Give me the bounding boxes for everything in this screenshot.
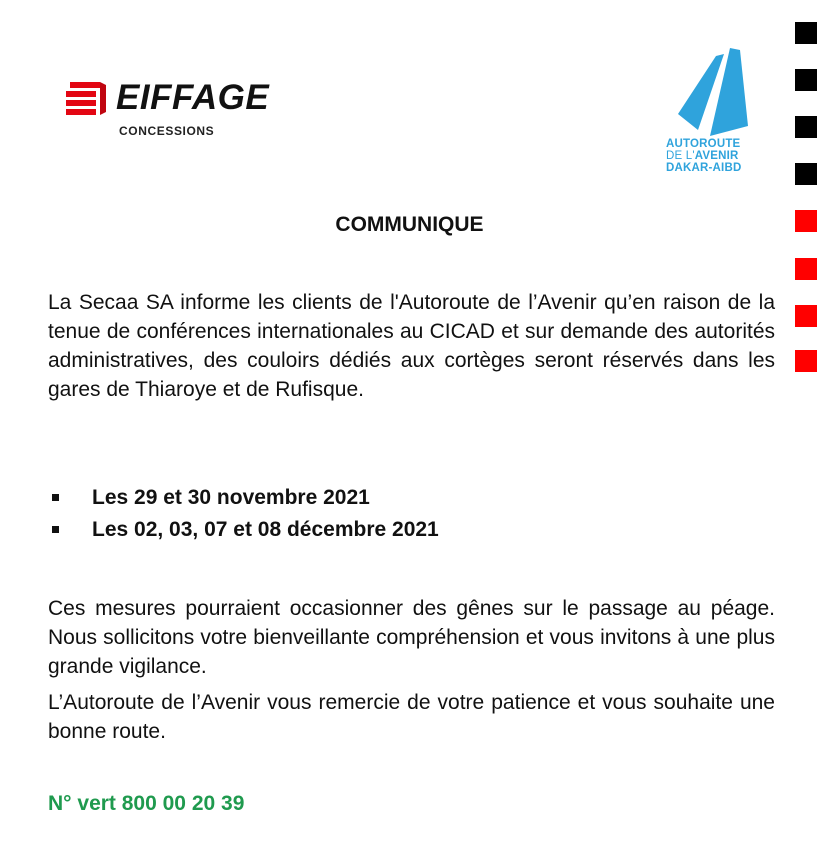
dates-list	[48, 482, 439, 546]
road-sail-icon	[668, 48, 760, 136]
red-square-decoration	[795, 258, 817, 280]
square-bullet-icon	[52, 526, 59, 533]
black-square-decoration	[795, 163, 817, 185]
closing-paragraph: L’Autoroute de l’Avenir vous remercie de votre patience et vous souhaite une bonne route.	[48, 691, 775, 743]
autoroute-line3: DAKAR-AIBD	[666, 162, 742, 174]
black-square-decoration	[795, 69, 817, 91]
toll-free-number: N° vert 800 00 20 39	[48, 792, 245, 815]
black-square-decoration	[795, 116, 817, 138]
square-bullet-icon	[52, 494, 59, 501]
autoroute-avenir-logo	[664, 48, 764, 188]
date-item: Les 29 et 30 novembre 2021	[48, 482, 439, 514]
notice-paragraph: Ces mesures pourraient occasionner des gênes sur le passage au péage. Nous sollicitons votre bienveillante compréhension et vous invitons à une plus grande vigilance.	[48, 597, 775, 678]
autoroute-line2: DE L'AVENIR	[666, 150, 739, 162]
eiffage-brand-name: EIFFAGE	[116, 78, 270, 117]
intro-paragraph: La Secaa SA informe les clients de l'Autoroute de l’Avenir qu’en raison de la tenue de conférences internationales au CICAD et sur demande des autorités administratives, des couloirs dédiés aux cortèges seront réservés dans les gares de Thiaroye et de Rufisque.	[48, 291, 775, 401]
eiffage-stripes-icon	[66, 82, 108, 116]
red-square-decoration	[795, 350, 817, 372]
red-square-decoration	[795, 305, 817, 327]
eiffage-subtitle: CONCESSIONS	[119, 124, 215, 138]
black-square-decoration	[795, 22, 817, 44]
eiffage-concessions-logo	[66, 80, 286, 142]
autoroute-line1: AUTOROUTE	[666, 138, 741, 150]
autoroute-logo-text	[666, 138, 741, 174]
document-title: COMMUNIQUE	[335, 213, 484, 236]
date-item: Les 02, 03, 07 et 08 décembre 2021	[48, 514, 439, 546]
